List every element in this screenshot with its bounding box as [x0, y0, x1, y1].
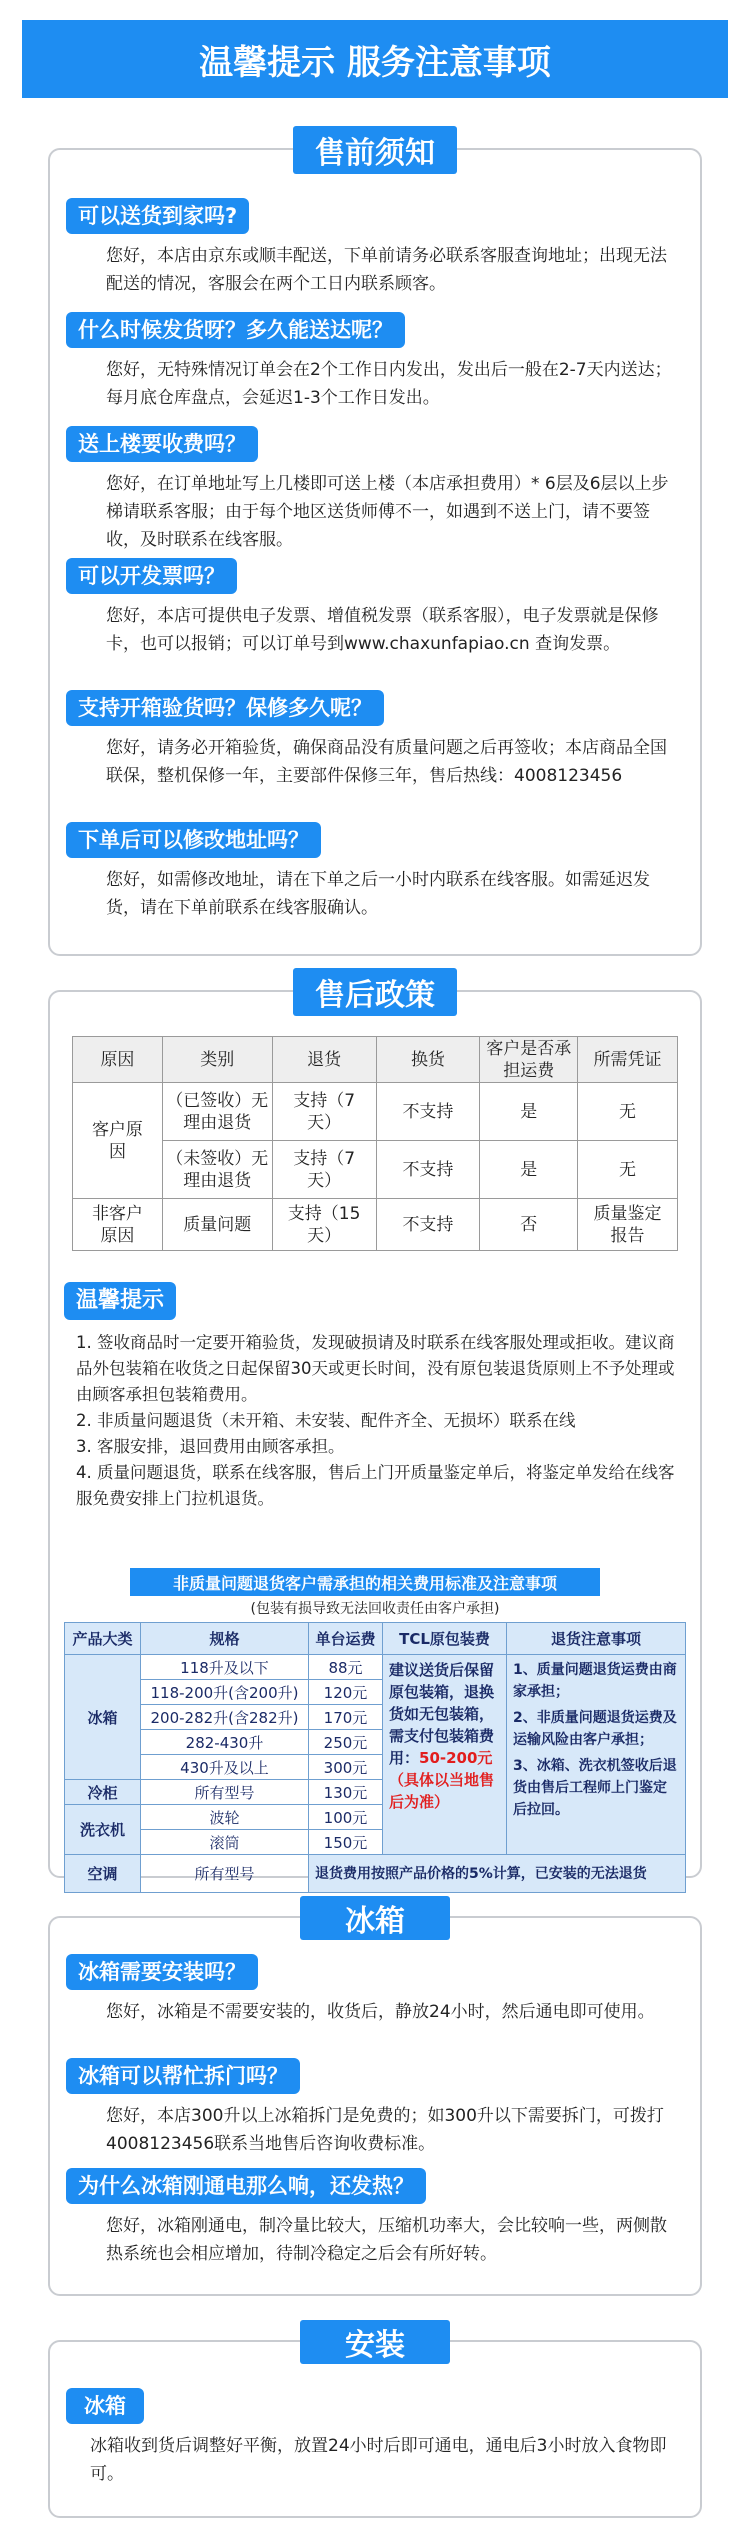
fee-category: 空调 [65, 1855, 141, 1893]
tips-list [76, 1330, 676, 1512]
pack-note-red: 50-200元（具体以当地售后为准） [389, 1749, 495, 1811]
return-note: 1、质量问题退货运费由商家承担； [513, 1662, 677, 1700]
install-panel [48, 2328, 702, 2518]
page-banner: 温馨提示 服务注意事项 [22, 20, 728, 98]
fee-table-title: 非质量问题退货客户需承担的相关费用标准及注意事项 [130, 1568, 600, 1596]
answer-text: 您好，冰箱刚通电，制冷量比较大，压缩机功率大，会比较响一些，两侧散热系统也会相应增加，待制冷稳定之后会有所好转。 [106, 2216, 667, 2264]
policy-table [72, 1036, 678, 1251]
fee-spec: 282-430升 [141, 1730, 309, 1755]
question-label: 为什么冰箱刚通电那么响，还发热？ [66, 2168, 426, 2204]
tip-item: 2. 非质量问题退货（未开箱、未安装、配件齐全、无损坏）联系在线 [76, 1411, 576, 1430]
question-label: 下单后可以修改地址吗？ [66, 822, 321, 858]
presale-item [66, 312, 686, 412]
table-cell: 无 [578, 1141, 678, 1199]
table-cell: 否 [480, 1199, 578, 1251]
fee-spec: 所有型号 [141, 1780, 309, 1805]
fee-category: 冷柜 [65, 1780, 141, 1805]
table-header: 客户是否承担运费 [480, 1037, 578, 1083]
table-cell: 是 [480, 1083, 578, 1141]
fee-spec: 200-282升(含282升) [141, 1705, 309, 1730]
table-cell: 质量问题 [162, 1199, 272, 1251]
fee-value: 130元 [309, 1780, 383, 1805]
table-cell: （未签收）无理由退货 [162, 1141, 272, 1199]
answer-text: 您好，本店由京东或顺丰配送，下单前请务必联系客服查询地址；出现无法配送的情况，客服会在两个工日内联系顾客。 [106, 246, 667, 294]
fee-value: 150元 [309, 1830, 383, 1855]
question-label: 什么时候发货呀？多久能送达呢？ [66, 312, 405, 348]
fee-spec: 滚筒 [141, 1830, 309, 1855]
reason-cell: 客户原因 [73, 1083, 163, 1199]
question-label: 可以送货到家吗? [66, 198, 249, 234]
table-cell: 质量鉴定报告 [578, 1199, 678, 1251]
presale-item [66, 822, 686, 922]
fee-table [64, 1622, 686, 1893]
pack-note [383, 1655, 507, 1855]
table-header: 原因 [73, 1037, 163, 1083]
question-label: 冰箱可以帮忙拆门吗？ [66, 2058, 300, 2094]
tip-item: 3. 客服安排，退回费用由顾客承担。 [76, 1437, 345, 1456]
fridge-panel [48, 1904, 702, 2296]
aftersale-panel [48, 978, 702, 1883]
question-label: 可以开发票吗？ [66, 558, 237, 594]
answer-text: 您好，本店可提供电子发票、增值税发票（联系客服），电子发票就是保修卡，也可以报销；可以订单号到www.chaxunfapiao.cn 查询发票。 [106, 606, 659, 654]
table-cell: 是 [480, 1141, 578, 1199]
fee-category: 冰箱 [65, 1655, 141, 1780]
presale-item [66, 690, 686, 790]
table-cell: 支持（7天） [272, 1083, 376, 1141]
install-label: 冰箱 [66, 2388, 144, 2424]
fee-value: 300元 [309, 1755, 383, 1780]
answer-text: 您好，请务必开箱验货，确保商品没有质量问题之后再签收；本店商品全国联保，整机保修一年，主要部件保修三年，售后热线：4008123456 [106, 738, 667, 786]
tip-item: 1. 签收商品时一定要开箱验货，发现破损请及时联系在线客服处理或拒收。建议商品外包装箱在收货之日起保留30天或更长时间，没有原包装退货原则上不予处理或由顾客承担包装箱费用。 [76, 1333, 675, 1404]
table-cell: 不支持 [376, 1199, 480, 1251]
table-cell: 支持（7天） [272, 1141, 376, 1199]
fridge-title: 冰箱 [300, 1896, 450, 1940]
install-title: 安装 [300, 2320, 450, 2364]
table-header: 退货 [272, 1037, 376, 1083]
answer-text: 您好，如需修改地址，请在下单之后一小时内联系在线客服。如需延迟发货，请在下单前联系在线客服确认。 [106, 870, 650, 918]
fee-value: 170元 [309, 1705, 383, 1730]
fee-header: 退货注意事项 [507, 1623, 686, 1655]
fee-header: 规格 [141, 1623, 309, 1655]
table-cell: 无 [578, 1083, 678, 1141]
fee-spec: 430升及以上 [141, 1755, 309, 1780]
fee-value: 88元 [309, 1655, 383, 1680]
fridge-item [66, 2058, 686, 2158]
presale-title: 售前须知 [293, 126, 457, 174]
answer-text: 您好，冰箱是不需要安装的，收货后，静放24小时，然后通电即可使用。 [106, 2002, 655, 2022]
answer-text: 您好，在订单地址写上几楼即可送上楼（本店承担费用）* 6层及6层以上步梯请联系客服；由于每个地区送货师傅不一，如遇到不送上门，请不要签收，及时联系在线客服。 [106, 474, 669, 550]
table-header: 换货 [376, 1037, 480, 1083]
table-cell: 不支持 [376, 1083, 480, 1141]
tip-item: 4. 质量问题退货，联系在线客服，售后上门开质量鉴定单后，将鉴定单发给在线客服免费安排上门拉机退货。 [76, 1463, 675, 1508]
fee-spec: 118-200升(含200升) [141, 1680, 309, 1705]
fridge-item [66, 1954, 686, 2026]
presale-item [66, 426, 686, 554]
install-item [66, 2388, 686, 2488]
reason-cell: 非客户原因 [73, 1199, 163, 1251]
fee-spec: 波轮 [141, 1805, 309, 1830]
presale-item [66, 558, 686, 658]
tips-label: 温馨提示 [64, 1282, 176, 1320]
presale-item [66, 198, 686, 298]
fee-table-subtitle: (包装有损导致无法回收责任由客户承担) [250, 1601, 500, 1617]
fee-value: 250元 [309, 1730, 383, 1755]
install-text: 冰箱收到货后调整好平衡，放置24小时后即可通电，通电后3小时放入食物即可。 [90, 2436, 667, 2484]
fee-header: TCL原包装费 [383, 1623, 507, 1655]
table-cell: （已签收）无理由退货 [162, 1083, 272, 1141]
fee-value: 100元 [309, 1805, 383, 1830]
return-note: 3、冰箱、洗衣机签收后退货由售后工程师上门鉴定后拉回。 [513, 1758, 677, 1818]
fee-spec: 118升及以下 [141, 1655, 309, 1680]
fee-header: 产品大类 [65, 1623, 141, 1655]
table-header: 类别 [162, 1037, 272, 1083]
answer-text: 您好，无特殊情况订单会在2个工作日内发出，发出后一般在2-7天内送达；每月底仓库盘点，会延迟1-3个工作日发出。 [106, 360, 672, 408]
fee-spec: 所有型号 [141, 1855, 309, 1893]
table-cell: 不支持 [376, 1141, 480, 1199]
fridge-item [66, 2168, 686, 2268]
answer-text: 您好，本店300升以上冰箱拆门是免费的；如300升以下需要拆门，可拨打4008123456联系当地售后咨询收费标准。 [106, 2106, 664, 2154]
return-note: 2、非质量问题退货运费及运输风险由客户承担； [513, 1710, 677, 1748]
table-header: 所需凭证 [578, 1037, 678, 1083]
question-label: 支持开箱验货吗？保修多久呢？ [66, 690, 384, 726]
aftersale-title: 售后政策 [293, 968, 457, 1016]
ac-note: 退货费用按照产品价格的5%计算，已安装的无法退货 [309, 1855, 686, 1893]
question-label: 冰箱需要安装吗？ [66, 1954, 258, 1990]
pack-note-text: 建议送货后保留原包装箱，退换货如无包装箱，需支付包装箱费用： [389, 1661, 495, 1767]
presale-panel [48, 136, 702, 956]
return-notes [507, 1655, 686, 1855]
table-cell: 支持（15天） [272, 1199, 376, 1251]
fee-category: 洗衣机 [65, 1805, 141, 1855]
fee-value: 120元 [309, 1680, 383, 1705]
question-label: 送上楼要收费吗？ [66, 426, 258, 462]
fee-header: 单台运费 [309, 1623, 383, 1655]
